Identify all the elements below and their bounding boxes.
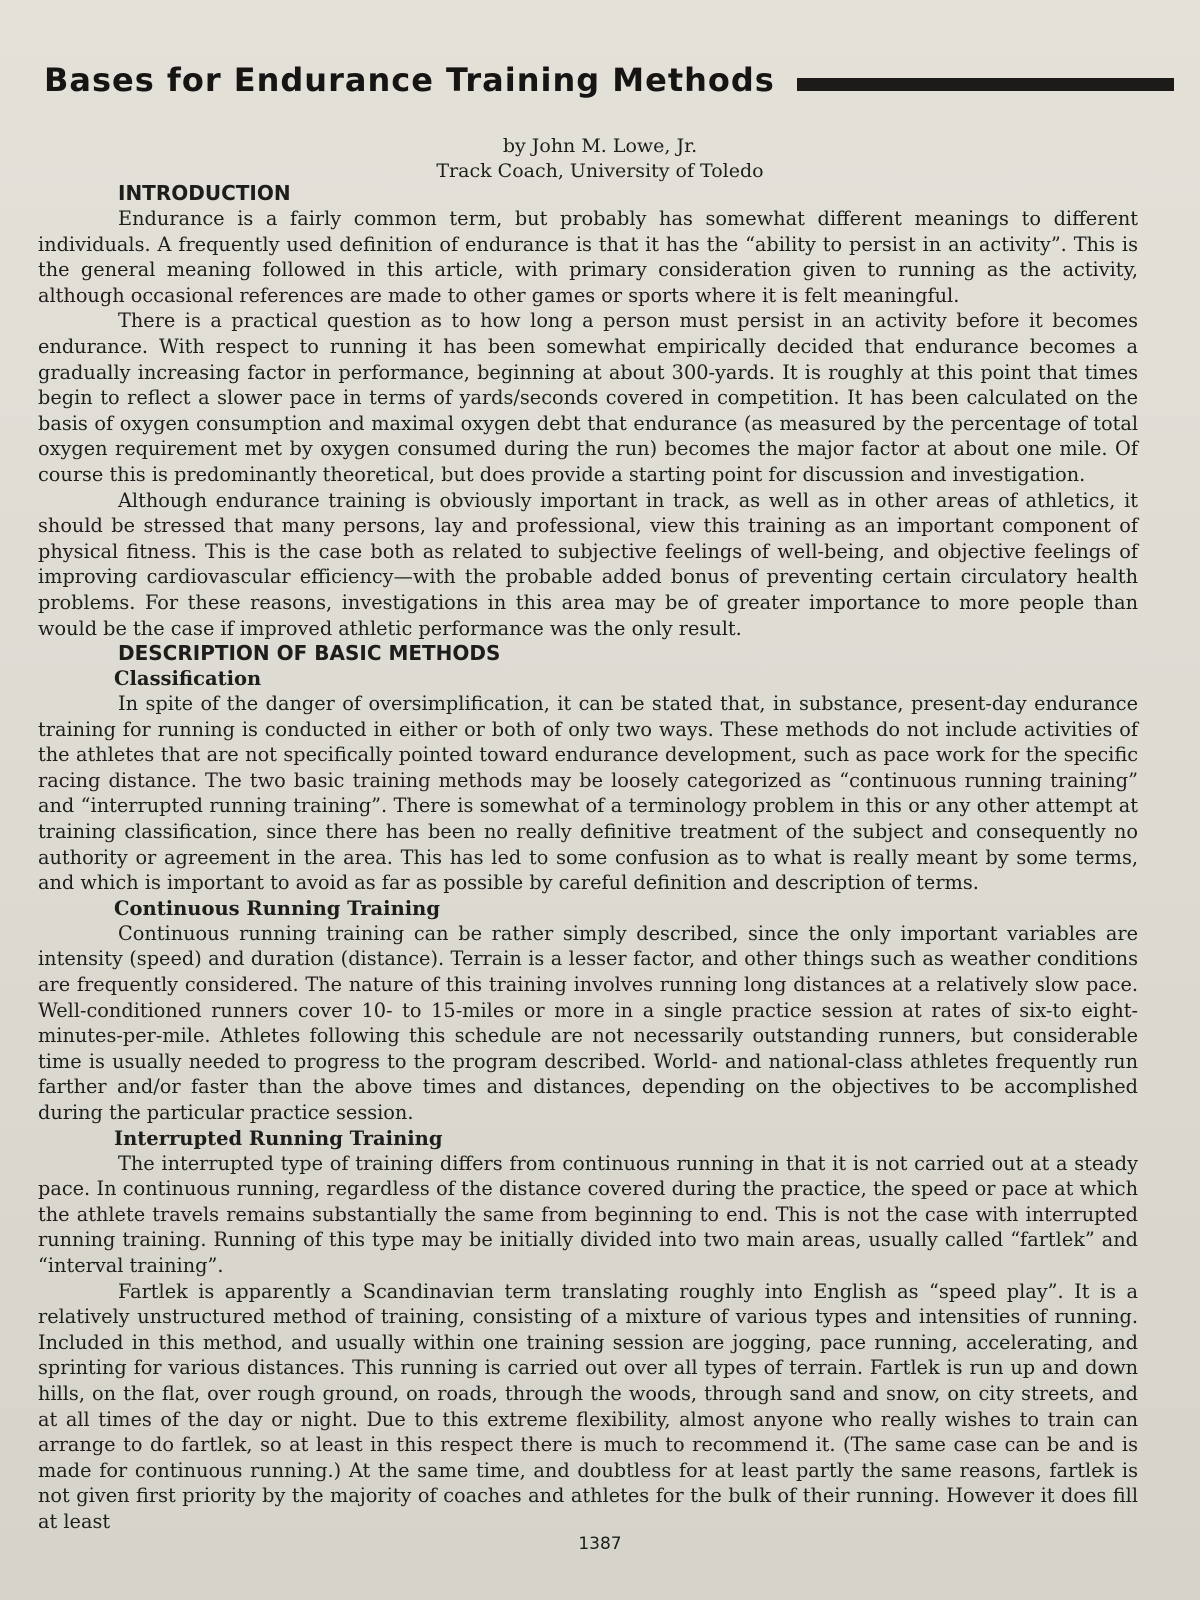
byline-block [300, 134, 900, 184]
paragraph: The interrupted type of training differs from continuous running in that it is not carried out at a steady pace. In continuous running, regardless of the distance covered during the practice, the speed or pace at which the athlete travels remains substantially the same from beginning to end. This is not the case with interrupted running training. Running of this type may be initially divided into two main areas, usually called “fartlek” and “interval training”. [38, 1151, 1138, 1277]
article-title: Bases for Endurance Training Methods [44, 61, 775, 99]
section-heading-introduction: INTRODUCTION [118, 181, 291, 205]
paragraph: Endurance is a fairly common term, but probably has somewhat different meanings to different individuals. A frequently used definition of endurance is that it has the “ability to persist in an activity”. This is the general meaning followed in this article, with primary consideration given to running as the activity, although occasional references are made to other games or sports where it is felt meaningful. [38, 207, 1138, 307]
page-number: 1387 [578, 1534, 622, 1554]
paragraph: Continuous running training can be rather simply described, since the only important variables are intensity (speed) and duration (distance). Terrain is a lesser factor, and other things such as weather conditions are frequently considered. The nature of this training involves running long distances at a relatively slow pace. Well-conditioned runners cover 10- to 15-miles or more in a single practice session at rates of six-to eight-minutes-per-mile. Athletes following this schedule are not necessarily outstanding runners, but considerable time is usually needed to progress to the program described. World- and national-class athletes frequently run farther and/or faster than the above times and distances, depending on the objectives to be accomplished during the particular practice session. [38, 921, 1138, 1124]
title-rule [797, 78, 1174, 91]
subheading-classification: Classification [114, 667, 262, 691]
subheading-interrupted-running: Interrupted Running Training [114, 1126, 443, 1150]
title-row [44, 56, 1174, 104]
subheading-continuous-running: Continuous Running Training [114, 896, 440, 920]
section-heading-description: DESCRIPTION OF BASIC METHODS [118, 641, 501, 666]
paragraph: Fartlek is apparently a Scandinavian term translating roughly into English as “speed play”. It is a relatively unstructured method of training, consisting of a mixture of various types and intensities of running. Included in this method, and usually within one training session are jogging, pace running, accelerating, and sprinting for various distances. This running is carried out over all types of terrain. Fartlek is run up and down hills, on the flat, over rough ground, on roads, through the woods, through sand and snow, on city streets, and at all times of the day or night. Due to this extreme flexibility, almost anyone who really wishes to train can arrange to do fartlek, so at least in this respect there is much to recommend it. (The same case can be and is made for continuous running.) At the same time, and doubtless for at least partly the same reasons, fartlek is not given first priority by the majority of coaches and athletes for the bulk of their running. However it does fill at least [38, 1279, 1138, 1533]
author-line: by John M. Lowe, Jr. [502, 135, 698, 157]
paragraph: Although endurance training is obviously important in track, as well as in other areas of athletics, it should be stressed that many persons, lay and professional, view this training as an important component of physical fitness. This is the case both as related to subjective feelings of well-being, and objective feelings of improving cardiovascular efficiency—with the probable added bonus of preventing certain circulatory health problems. For these reasons, investigations in this area may be of greater importance to more people than would be the case if improved athletic performance was the only result. [38, 488, 1138, 640]
paragraph: There is a practical question as to how long a person must persist in an activity before it becomes endurance. With respect to running it has been somewhat empirically decided that endurance becomes a gradually increasing factor in performance, beginning at about 300-yards. It is roughly at this point that times begin to reflect a slower pace in terms of yards/seconds covered in competition. It has been calculated on the basis of oxygen consumption and maximal oxygen debt that endurance (as measured by the percentage of total oxygen requirement met by oxygen consumed during the run) becomes the major factor at about one mile. Of course this is predominantly theoretical, but does provide a starting point for discussion and investigation. [38, 309, 1138, 486]
article-body [38, 181, 1138, 1535]
affiliation-line: Track Coach, University of Toledo [436, 160, 764, 182]
paragraph: In spite of the danger of oversimplification, it can be stated that, in substance, present-day endurance training for running is conducted in either or both of only two ways. These methods do not include activities of the athletes that are not specifically pointed toward endurance development, such as pace work for the specific racing distance. The two basic training methods may be loosely categorized as “continuous running training” and “interrupted running training”. There is somewhat of a terminology problem in this or any other attempt at training classification, since there has been no really definitive treatment of the subject and consequently no authority or agreement in the area. This has led to some confusion as to what is really meant by some terms, and which is important to avoid as far as possible by careful definition and description of terms. [38, 692, 1138, 895]
